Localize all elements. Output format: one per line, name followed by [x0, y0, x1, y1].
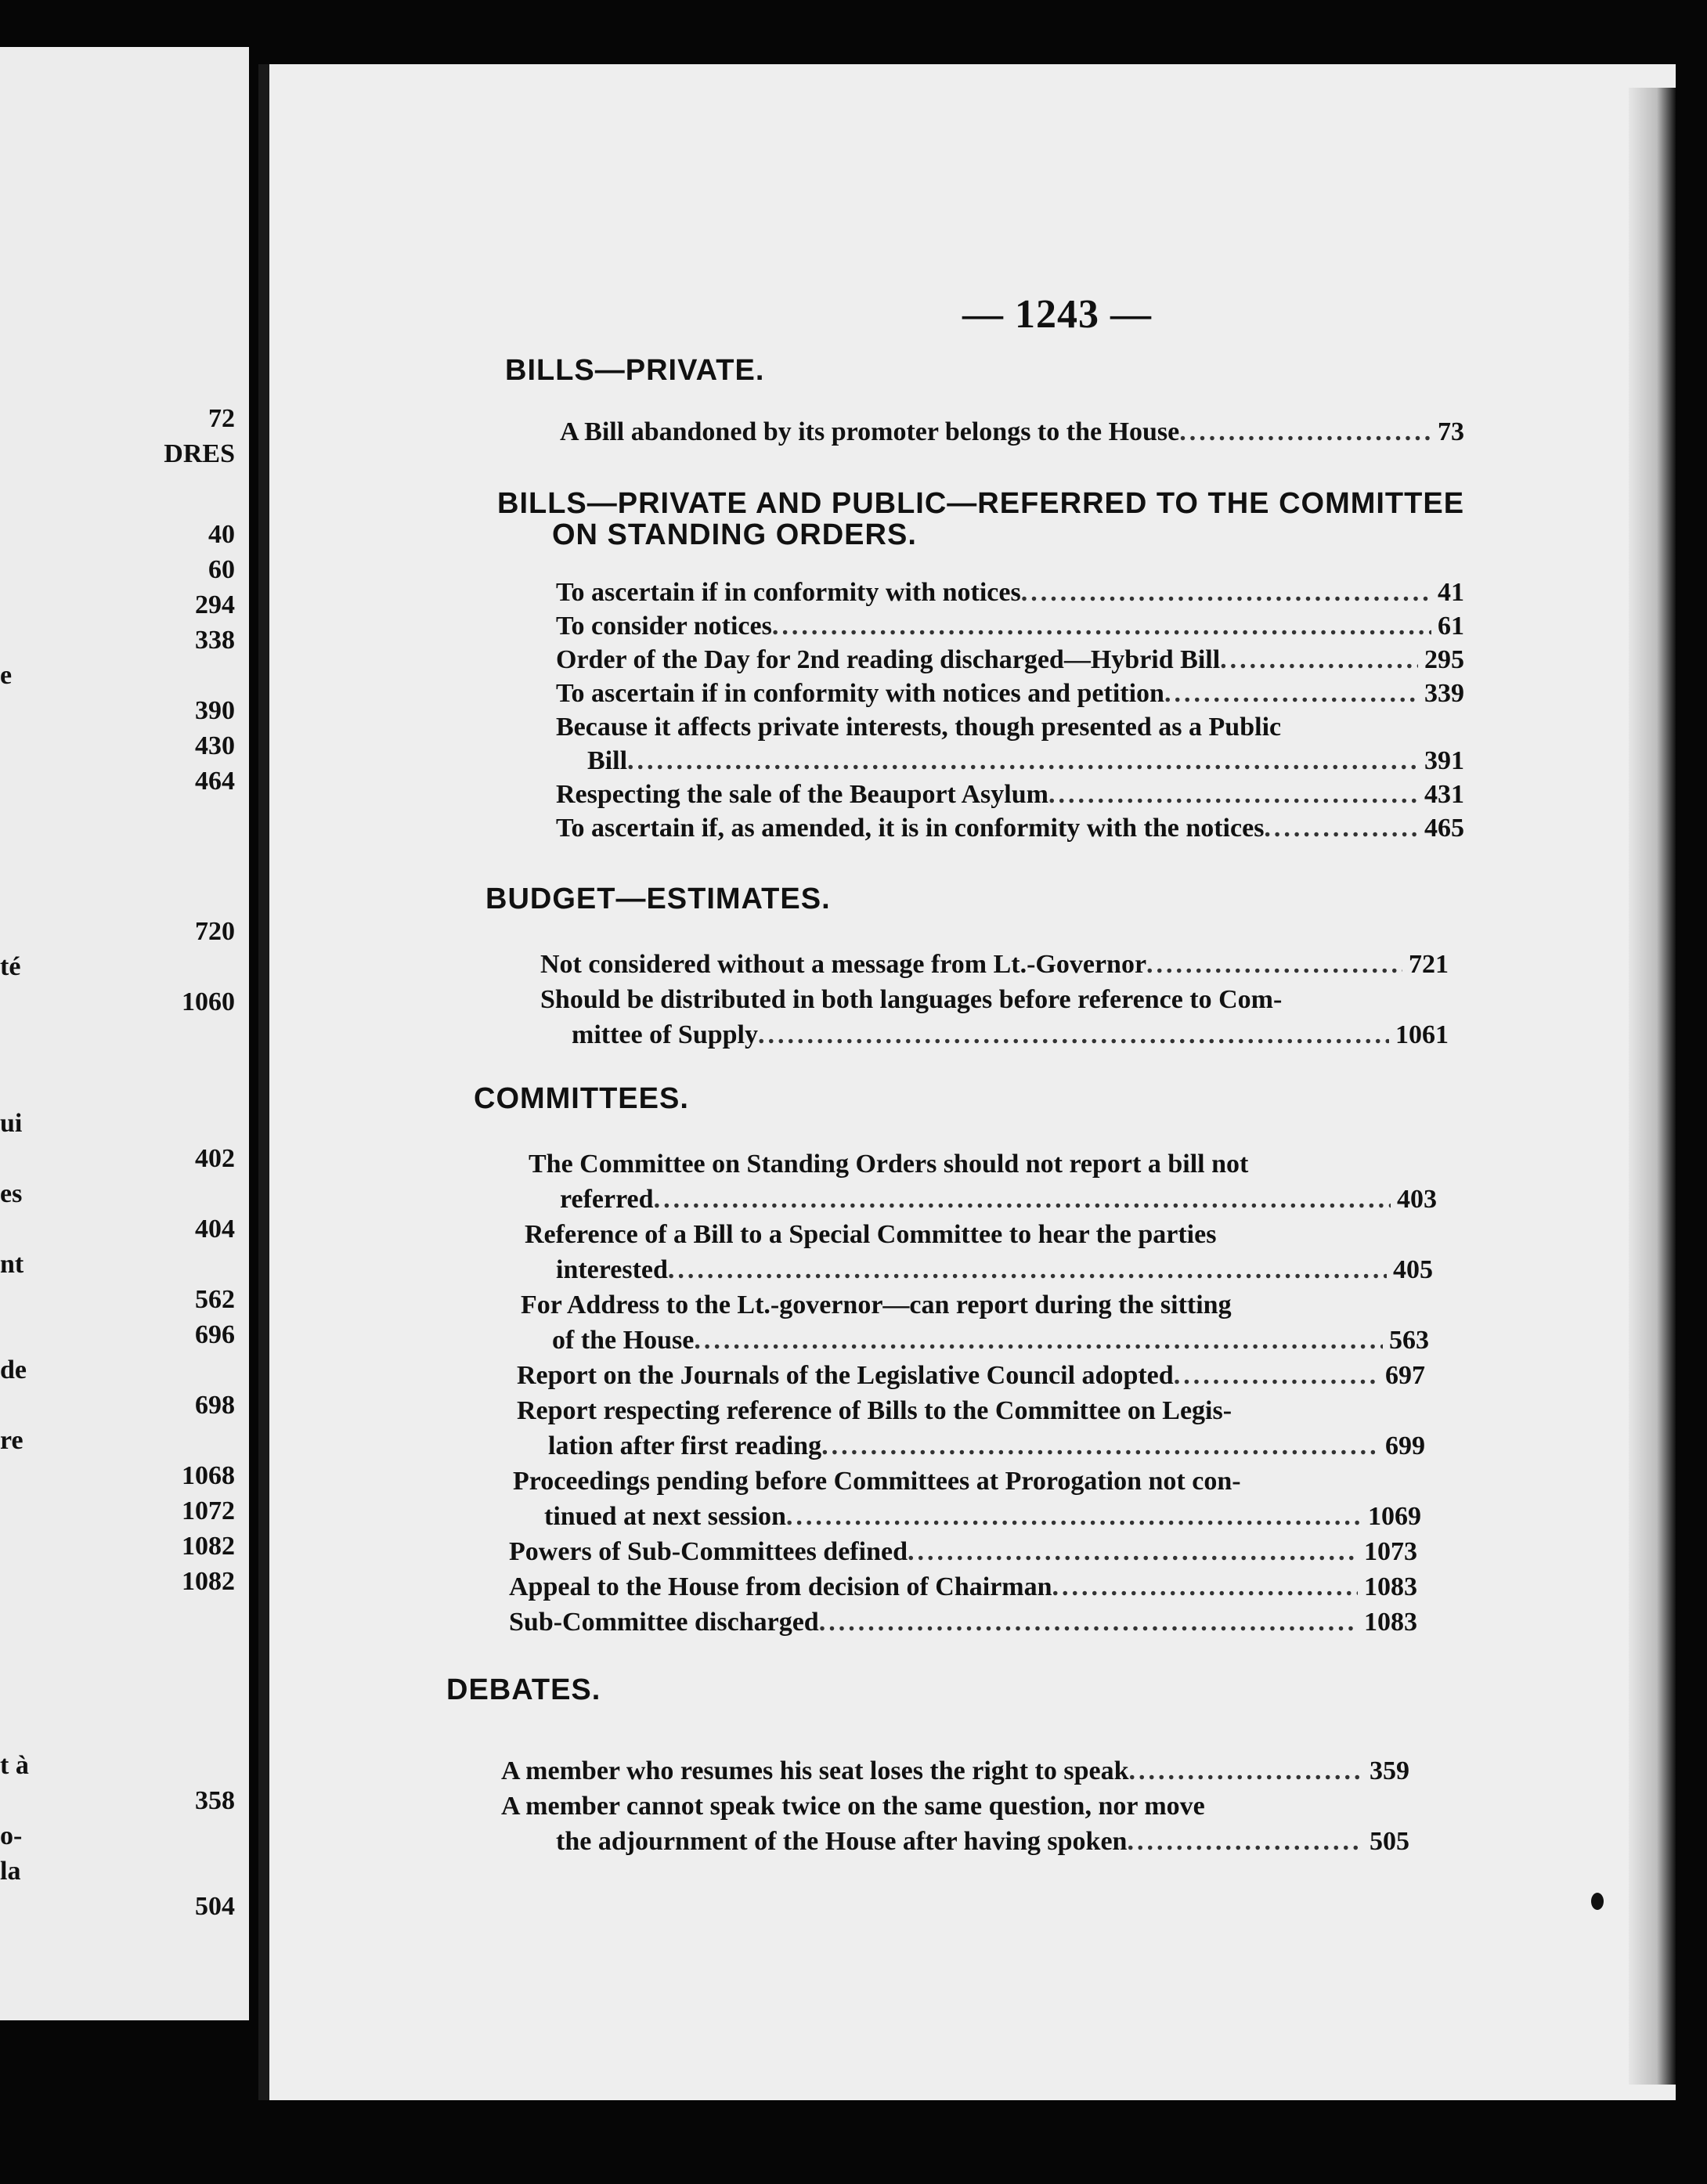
- left-page-line: 464: [195, 767, 235, 796]
- left-page-line: 1082: [182, 1532, 235, 1561]
- left-page-line: DRES: [164, 439, 235, 468]
- entry-text: Appeal to the House from decision of Chairman: [509, 1572, 1052, 1601]
- entry-page-ref: 465: [1424, 814, 1464, 843]
- entry-text-continued: mittee of Supply: [572, 1020, 758, 1049]
- left-page-line: 338: [195, 626, 235, 655]
- left-page-line: 40: [208, 520, 235, 549]
- index-entry: [517, 1360, 1425, 1392]
- entry-text-continued: Bill: [587, 746, 628, 775]
- index-page: [258, 64, 1676, 2100]
- entry-text: The Committee on Standing Orders should not report a bill not: [529, 1150, 1249, 1179]
- index-entry: [509, 1572, 1417, 1603]
- entry-text: Respecting the sale of the Beauport Asylum: [556, 780, 1048, 809]
- entry-page-ref: 1073: [1364, 1537, 1417, 1566]
- entry-page-ref: 431: [1424, 780, 1464, 809]
- index-entry: [501, 1756, 1409, 1787]
- left-page-line: 358: [195, 1786, 235, 1815]
- left-page-line: 504: [195, 1892, 235, 1921]
- left-page-line: 1068: [182, 1461, 235, 1490]
- entry-text: Because it affects private interests, though presented as a Public: [556, 713, 1282, 742]
- index-entry: [556, 678, 1464, 709]
- entry-text-continued: tinued at next session: [544, 1502, 786, 1531]
- entry-page-ref: 721: [1409, 950, 1449, 979]
- entry-text-continued: the adjournment of the House after having spoken: [556, 1827, 1128, 1856]
- section-heading: COMMITTEES.: [474, 1082, 689, 1115]
- index-entry: [560, 1184, 1437, 1215]
- left-page-line: re: [0, 1426, 23, 1455]
- entry-text-continued: referred: [560, 1185, 654, 1214]
- index-entry: [540, 949, 1449, 980]
- left-page-line: ui: [0, 1109, 23, 1138]
- entry-text: To ascertain if in conformity with notices and petition: [556, 679, 1164, 708]
- entry-text-continued: of the House: [552, 1326, 695, 1355]
- entry-text: For Address to the Lt.-governor—can report during the sitting: [521, 1291, 1232, 1319]
- entry-text: Order of the Day for 2nd reading discharged—Hybrid Bill: [556, 645, 1221, 674]
- section-heading: DEBATES.: [446, 1673, 601, 1706]
- left-page-line: té: [0, 952, 21, 981]
- entry-page-ref: 73: [1438, 417, 1464, 446]
- entry-text-continued: lation after first reading: [548, 1431, 822, 1460]
- entry-page-ref: 41: [1438, 578, 1464, 607]
- section-heading: BUDGET—ESTIMATES.: [485, 883, 831, 915]
- index-entry: [587, 745, 1464, 777]
- left-page-line: 696: [195, 1320, 235, 1349]
- index-entry: [556, 779, 1464, 810]
- entry-text-continued: interested: [556, 1255, 668, 1284]
- entry-text: A member cannot speak twice on the same question, nor move: [501, 1792, 1205, 1821]
- entry-page-ref: 1083: [1364, 1572, 1417, 1601]
- entry-page-ref: 505: [1370, 1827, 1409, 1856]
- left-page-line: 390: [195, 696, 235, 725]
- index-entry: [556, 611, 1464, 642]
- index-entry: [560, 417, 1464, 448]
- left-page-line: de: [0, 1356, 27, 1384]
- entry-page-ref: 1083: [1364, 1608, 1417, 1637]
- entry-page-ref: 563: [1389, 1326, 1429, 1355]
- entry-text: To consider notices: [556, 612, 772, 641]
- left-page-line: 720: [195, 917, 235, 946]
- left-page-line: 60: [208, 555, 235, 584]
- section-heading-continued: ON STANDING ORDERS.: [552, 518, 917, 551]
- entry-page-ref: 339: [1424, 679, 1464, 708]
- index-entry: [556, 577, 1464, 608]
- left-page-line: la: [0, 1857, 21, 1886]
- entry-text: To ascertain if, as amended, it is in conformity with the notices: [556, 814, 1265, 843]
- entry-page-ref: 1069: [1368, 1502, 1421, 1531]
- left-page-line: 1060: [182, 987, 235, 1016]
- entry-text: A Bill abandoned by its promoter belongs to the House: [560, 417, 1180, 446]
- index-entry: [509, 1607, 1417, 1638]
- index-entry: [556, 813, 1464, 844]
- left-page-line: 294: [195, 590, 235, 619]
- entry-text: Report respecting reference of Bills to the Committee on Legis-: [517, 1396, 1232, 1425]
- left-page-line: 1082: [182, 1567, 235, 1596]
- index-entry: [572, 1020, 1449, 1051]
- left-facing-page: [0, 47, 249, 2020]
- left-page-line: e: [0, 661, 13, 690]
- entry-page-ref: 359: [1370, 1756, 1409, 1785]
- entry-text: Not considered without a message from Lt.-Governor: [540, 950, 1147, 979]
- entry-page-ref: 405: [1393, 1255, 1433, 1284]
- index-entry: [548, 1431, 1425, 1462]
- index-entry: [556, 1826, 1409, 1857]
- entry-text: To ascertain if in conformity with notices: [556, 578, 1021, 607]
- left-page-line: 562: [195, 1285, 235, 1314]
- left-page-line: 1072: [182, 1496, 235, 1525]
- entry-text: Should be distributed in both languages before reference to Com-: [540, 985, 1283, 1014]
- entry-text: Report on the Journals of the Legislative Council adopted: [517, 1361, 1174, 1390]
- entry-page-ref: 697: [1385, 1361, 1425, 1390]
- index-entry: [556, 644, 1464, 676]
- entry-page-ref: 699: [1385, 1431, 1425, 1460]
- left-page-line: 698: [195, 1391, 235, 1420]
- entry-text: Reference of a Bill to a Special Committee to hear the parties: [525, 1220, 1217, 1249]
- section-heading: BILLS—PRIVATE AND PUBLIC—REFERRED TO THE COMMITTEE: [497, 487, 1465, 520]
- entry-text: A member who resumes his seat loses the right to speak: [501, 1756, 1129, 1785]
- left-page-line: es: [0, 1179, 23, 1208]
- left-page-line: 72: [208, 404, 235, 433]
- index-entry: [544, 1501, 1421, 1532]
- entry-page-ref: 391: [1424, 746, 1464, 775]
- left-page-line: 430: [195, 731, 235, 760]
- entry-page-ref: 295: [1424, 645, 1464, 674]
- index-entry: [552, 1325, 1429, 1356]
- section-heading: BILLS—PRIVATE.: [505, 354, 765, 387]
- index-entry: [556, 1254, 1433, 1286]
- entry-page-ref: 403: [1397, 1185, 1437, 1214]
- ink-spot: [1591, 1893, 1604, 1910]
- page-number: — 1243 —: [962, 292, 1152, 337]
- index-entry: [509, 1536, 1417, 1568]
- entry-text: Powers of Sub-Committees defined: [509, 1537, 908, 1566]
- entry-page-ref: 1061: [1395, 1020, 1449, 1049]
- entry-page-ref: 61: [1438, 612, 1464, 641]
- left-page-line: 404: [195, 1215, 235, 1244]
- entry-text: Sub-Committee discharged: [509, 1608, 819, 1637]
- left-page-line: o-: [0, 1821, 23, 1850]
- entry-text: Proceedings pending before Committees at Prorogation not con-: [513, 1467, 1241, 1496]
- left-page-line: nt: [0, 1250, 24, 1279]
- left-page-line: 402: [195, 1144, 235, 1173]
- left-page-line: t à: [0, 1751, 29, 1780]
